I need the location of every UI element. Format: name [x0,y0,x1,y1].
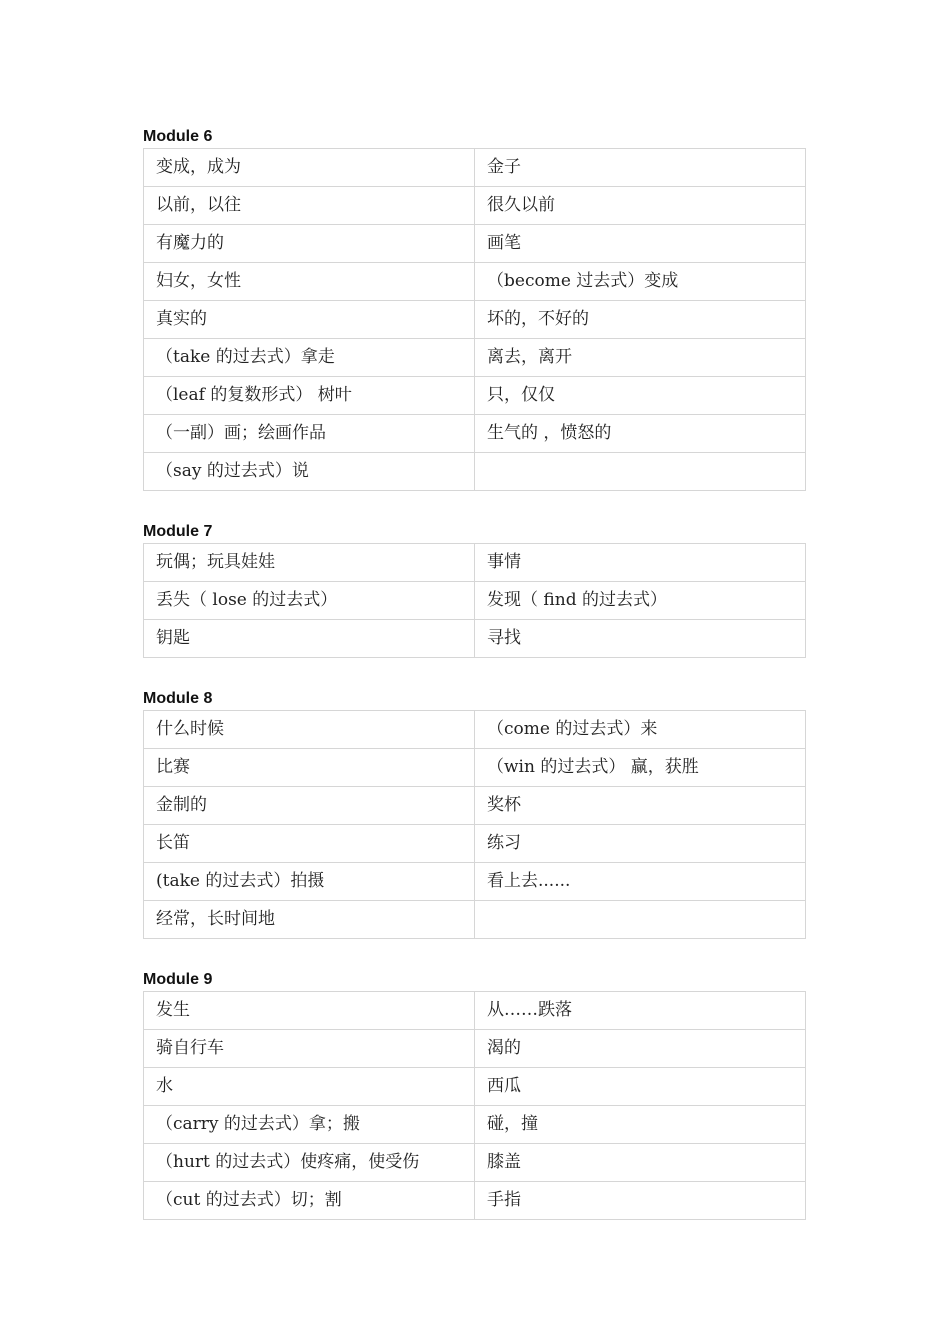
module-title: Module 6 [143,128,213,145]
table-cell: 以前，以往 [144,187,475,225]
table-cell: 什么时候 [144,711,475,749]
table-cell: （一副）画；绘画作品 [144,415,475,453]
table-row [144,1030,806,1068]
module-title: Module 9 [143,971,213,988]
table-row [144,187,806,225]
table-cell: (take 的过去式）拍摄 [144,863,475,901]
table-cell: 钥匙 [144,620,475,658]
table-cell: 变成，成为 [144,149,475,187]
table-row [144,263,806,301]
table-row [144,863,806,901]
table-cell: 骑自行车 [144,1030,475,1068]
table-cell: 金制的 [144,787,475,825]
table-cell [475,453,806,491]
table-cell: （leaf 的复数形式） 树叶 [144,377,475,415]
vocab-table [143,543,806,658]
table-cell: 真实的 [144,301,475,339]
table-cell: 有魔力的 [144,225,475,263]
table-cell: 很久以前 [475,187,806,225]
table-row [144,992,806,1030]
section-spacer [143,939,806,969]
section-spacer [143,491,806,521]
table-cell: 生气的 ，愤怒的 [475,415,806,453]
table-row [144,149,806,187]
table-cell: 事情 [475,544,806,582]
table-row [144,711,806,749]
table-row [144,415,806,453]
table-cell: 只，仅仅 [475,377,806,415]
table-cell: 西瓜 [475,1068,806,1106]
table-cell: 经常，长时间地 [144,901,475,939]
document-page [143,126,806,1220]
table-cell: 妇女，女性 [144,263,475,301]
table-cell: 比赛 [144,749,475,787]
table-row [144,544,806,582]
table-cell: （carry 的过去式）拿；搬 [144,1106,475,1144]
vocab-table [143,710,806,939]
table-row [144,825,806,863]
table-row [144,620,806,658]
table-cell: 丢失（ lose 的过去式） [144,582,475,620]
module-title: Module 7 [143,523,213,540]
table-row [144,1068,806,1106]
table-cell: （cut 的过去式）切；割 [144,1182,475,1220]
module-9-section [143,969,806,1220]
table-cell: 离去，离开 [475,339,806,377]
table-cell: 长笛 [144,825,475,863]
table-row [144,749,806,787]
table-cell: 水 [144,1068,475,1106]
table-cell: （say 的过去式）说 [144,453,475,491]
table-cell: 奖杯 [475,787,806,825]
table-cell: 寻找 [475,620,806,658]
table-cell: 手指 [475,1182,806,1220]
table-row [144,225,806,263]
vocab-table [143,148,806,491]
table-cell [475,901,806,939]
table-cell: （hurt 的过去式）使疼痛，使受伤 [144,1144,475,1182]
table-cell: （win 的过去式） 赢，获胜 [475,749,806,787]
table-row [144,1144,806,1182]
table-row [144,787,806,825]
table-row [144,1106,806,1144]
table-cell: 碰，撞 [475,1106,806,1144]
table-cell: 金子 [475,149,806,187]
table-cell: （take 的过去式）拿走 [144,339,475,377]
table-cell: 渴的 [475,1030,806,1068]
table-cell: 看上去...... [475,863,806,901]
table-row [144,582,806,620]
table-row [144,377,806,415]
table-row [144,301,806,339]
table-row [144,1182,806,1220]
table-cell: （come 的过去式）来 [475,711,806,749]
table-cell: （become 过去式）变成 [475,263,806,301]
table-cell: 玩偶；玩具娃娃 [144,544,475,582]
module-6-section [143,126,806,491]
table-row [144,453,806,491]
vocab-table [143,991,806,1220]
table-cell: 发现（ find 的过去式） [475,582,806,620]
table-row [144,339,806,377]
table-cell: 练习 [475,825,806,863]
module-7-section [143,521,806,658]
section-spacer [143,658,806,688]
table-cell: 坏的，不好的 [475,301,806,339]
module-title: Module 8 [143,690,213,707]
module-8-section [143,688,806,939]
table-cell: 从……跌落 [475,992,806,1030]
table-cell: 画笔 [475,225,806,263]
table-row [144,901,806,939]
table-cell: 发生 [144,992,475,1030]
table-cell: 膝盖 [475,1144,806,1182]
